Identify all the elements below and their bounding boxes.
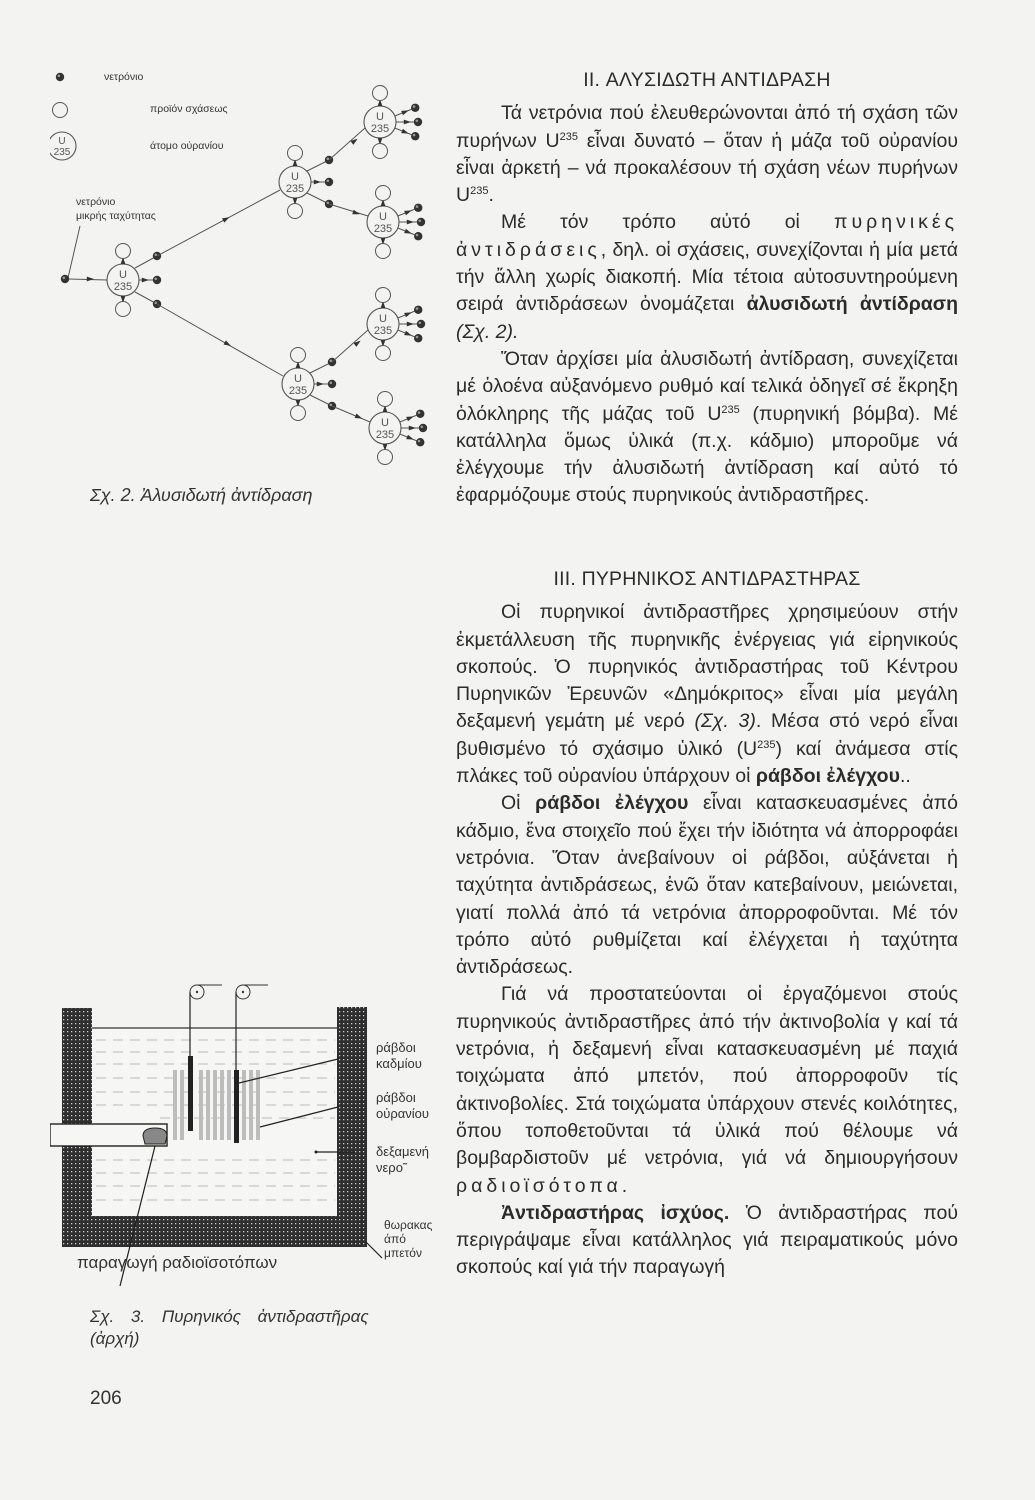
neutron-icon xyxy=(411,132,419,140)
section-3-heading: III. ΠΥΡΗΝΙΚΟΣ ΑΝΤΙΔΡΑΣΤΗΡΑΣ xyxy=(553,568,861,590)
section-nuclear-reactor xyxy=(456,566,958,1282)
section-2-heading: II. ΑΛΥΣΙΔΩΤΗ ΑΝΤΙΔΡΑΣΗ xyxy=(583,69,831,91)
svg-text:235: 235 xyxy=(53,147,71,158)
legend-uranium-atom-label: άτομο ούρανίου xyxy=(150,140,224,152)
arrow-icon xyxy=(404,210,412,215)
page-number: 206 xyxy=(90,1388,122,1409)
atom-label: 235 xyxy=(370,123,390,135)
arrow-icon xyxy=(401,110,409,115)
path-line xyxy=(332,330,368,362)
atom-label: U xyxy=(381,417,389,429)
arrow-icon xyxy=(224,340,231,346)
neutron-icon xyxy=(414,204,422,212)
fission-product-icon xyxy=(376,288,391,303)
fission-product-icon xyxy=(376,186,391,201)
neutron-icon xyxy=(328,380,336,388)
figure-2-reference: (Σχ. 2). xyxy=(456,320,519,343)
chain-reaction-diagram xyxy=(50,60,460,510)
label-uranium-rods: ράβδοι οὐρανίου xyxy=(376,1090,429,1121)
neutron-icon xyxy=(414,232,422,240)
fission-product-icon xyxy=(373,144,388,159)
fission-product-icon xyxy=(378,392,393,407)
atom-label: 235 xyxy=(373,325,393,337)
cadmium-rod-2 xyxy=(234,1070,239,1143)
arrow-icon xyxy=(404,331,412,336)
path-line xyxy=(157,190,280,256)
slow-neutron-label-2: μικρής ταχύτητας xyxy=(76,210,156,222)
arrow-icon xyxy=(406,416,414,421)
neutron-icon xyxy=(419,424,427,432)
neutron-icon xyxy=(416,410,424,418)
atom-label: U xyxy=(379,211,387,223)
neutron-icon xyxy=(416,438,424,446)
fission-product-icon xyxy=(291,348,306,363)
concrete-floor xyxy=(62,1216,367,1247)
term-control-rods-2: ράβδοι ἐλέγχου xyxy=(535,792,689,815)
atom-label: 235 xyxy=(373,223,393,235)
neutron-icon xyxy=(414,334,422,342)
arrow-icon xyxy=(401,129,409,134)
section-2-paragraph-3: Ὅταν ἀρχίσει μία ἀλυσιδωτή ἀντίδραση, συνεχίζεται μέ ὁλοένα αὐξανόμενο ρυθμό καί τελικά ὁδηγεῖ σέ ἔκρηξη ὁλόκληρης τῆς μάζας τοῦ $U^{235}$ (πυρηνική βόμβα). Μέ κατάλληλα ὅμως ὑλικά (π.χ. κάδμιο) μποροῦμε νά ἐλέγχουμε τήν ἀλυσιδωτή ἀντίδραση καί αὐτό τό ἐφαρμόζουμε στούς πυρηνικούς ἀντιδραστῆρες. xyxy=(456,347,958,507)
term-power-reactor: Ἀντιδραστήρας ἰσχύος. xyxy=(501,1201,730,1224)
fission-product-icon xyxy=(376,346,391,361)
neutron-icon xyxy=(56,73,64,81)
fission-product-icon xyxy=(288,146,303,161)
atom-label: U xyxy=(291,171,299,183)
arrow-icon xyxy=(404,229,412,234)
arrow-icon xyxy=(407,220,414,225)
concrete-wall-right xyxy=(337,1007,367,1247)
svg-text:U: U xyxy=(58,136,66,147)
atom-label: 235 xyxy=(285,183,305,195)
neutron-icon xyxy=(414,118,422,126)
fission-product-icon xyxy=(373,86,388,101)
neutron-icon xyxy=(61,275,69,283)
arrow-icon xyxy=(87,277,94,282)
fission-product-icon xyxy=(291,406,306,421)
label-concrete-shield: θωρακας άπό μπετόν xyxy=(384,1218,433,1260)
atom-label: 235 xyxy=(288,385,308,397)
atom-label: U xyxy=(379,313,387,325)
arrow-icon xyxy=(314,180,321,185)
fission-product-icon xyxy=(53,103,68,118)
arrow-icon xyxy=(317,382,324,387)
atom-label: 235 xyxy=(113,281,133,293)
fission-product-icon xyxy=(116,244,131,259)
label-cadmium-rods: ράβδοι καδμίου xyxy=(376,1040,422,1071)
arrow-icon xyxy=(355,414,363,419)
figure-3-caption: Σχ. 3. Πυρηνικός ἀντιδραστῆρας (ἀρχή) xyxy=(90,1307,369,1348)
slow-neutron-label-1: νετρόνιο xyxy=(76,196,116,208)
arrow-icon xyxy=(406,435,414,440)
atom-label: 235 xyxy=(375,429,395,441)
term-control-rods: ράβδοι ἐλέγχου xyxy=(755,765,900,788)
section-3-paragraph-4: Ἀντιδραστήρας ἰσχύος. Ὁ ἀντιδραστήρας πού περιγράψαμε εἶναι κατάλληλος γιά πειραματικούς μόνο σκοπούς καί γιά τήν παραγωγή xyxy=(456,1201,958,1279)
fission-product-icon xyxy=(376,244,391,259)
atom-label: U xyxy=(376,111,384,123)
label-radioisotope-production: παραγωγή ραδιοϊσοτόπων xyxy=(77,1253,278,1272)
path-line xyxy=(157,304,283,376)
arrow-icon xyxy=(404,312,412,317)
concrete-wall-left-upper xyxy=(62,1008,92,1124)
figure-3-reference: (Σχ. 3) xyxy=(694,710,756,733)
path-line xyxy=(68,226,80,278)
fission-product-icon xyxy=(116,302,131,317)
section-2-paragraph-2: Μέ τόν τρόπο αὐτό οἱ πυρηνικές ἀντιδράσεις, δηλ. οἱ σχάσεις, συνεχίζονται ἡ μία μετά τήν ἄλλη χωρίς διακοπή. Μία τέτοια αὐτοσυντηρούμενη σειρά ἀντιδράσεων ὀνομάζεται ἀλυσιδωτή ἀντίδραση (Σχ. 2). xyxy=(456,211,959,343)
atom-label: U xyxy=(294,373,302,385)
neutron-icon xyxy=(417,320,425,328)
arrow-icon xyxy=(222,217,229,223)
legend-neutron-label: νετρόνιο xyxy=(104,71,144,83)
neutron-icon xyxy=(325,178,333,186)
legend-fission-product-label: προϊόν σχάσεως xyxy=(150,103,228,115)
section-3-paragraph-3: Γιά νά προστατεύονται οἱ ἐργαζόμενοι στούς πυρηνικούς ἀντιδραστῆρες ἀπό τήν ἀκτινοβολία γ καί τά νετρόνια, ἡ δεξαμενή εἶναι κατασκευασμένη μέ παχιά τοιχώματα ἀπό μπετόν, πού ἀπορροφοῦν τίς ἀκτινοβολίες. Στά τοιχώματα ὑπάρχουν στενές κοιλότητες, ὅπου τοποθετοῦνται τά ὑλικά πού θέλουμε νά βομβαρδιστοῦν μέ νετρόνια, γιά νά δημιουργήσουν ραδιοϊσότοπα. xyxy=(456,983,958,1197)
sample-container xyxy=(143,1128,167,1144)
atom-label: U xyxy=(119,269,127,281)
section-2-paragraph-1: Τά νετρόνια πού ἐλευθερώνονται ἀπό τή σχάση τῶν πυρήνων $U^{235}$ εἶναι δυνατό – ὅταν ἡ μάζα τοῦ οὐρανίου εἶναι ἀρκετή – νά προκαλέσουν τή σχάση νέων πυρήνων $U^{235}$. xyxy=(456,102,958,207)
term-chain-reaction: ἀλυσιδωτή ἀντίδραση xyxy=(746,293,959,316)
section-3-paragraph-1: Οἱ πυρηνικοί ἀντιδραστῆρες χρησιμεύουν στήν ἐκμετάλλευση τῆς πυρηνικῆς ἐνέργειας γιά εἰρηνικούς σκοπούς. Ὁ πυρηνικός ἀντιδραστήρας τοῦ Κέντρου Πυρηνικῶν Ἐρευνῶν «Δημόκριτος» εἶναι μία μεγάλη δεξαμενή γεμάτη μέ νερό (Σχ. 3). Μέσα στό νερό εἶναι βυθισμένο τό σχάσιμο ὑλικό $(U^{235})$ καί ἀνάμεσα στίς πλάκες τοῦ οὐρανίου ὑπάρχουν οἱ ράβδοι ἐλέγχου.. xyxy=(456,601,959,788)
arrow-icon xyxy=(409,426,416,431)
figure-2 xyxy=(50,60,460,510)
path-line xyxy=(329,204,368,216)
arrow-icon xyxy=(142,278,149,283)
cadmium-rod-1 xyxy=(188,1056,193,1131)
figure-2-caption: Σχ. 2. Ἀλυσιδωτή ἀντίδραση xyxy=(90,485,313,505)
fission-product-icon xyxy=(378,450,393,465)
label-water-tank: δεξαμενή νερο̃ xyxy=(376,1144,430,1175)
section-chain-reaction xyxy=(456,67,958,510)
neutron-icon xyxy=(411,104,419,112)
path-line xyxy=(329,128,365,160)
arrow-icon xyxy=(352,210,360,215)
neutron-icon xyxy=(153,276,161,284)
neutron-icon xyxy=(414,306,422,314)
label-water-tank-2: νερο̃ xyxy=(376,1160,403,1175)
section-3-paragraph-2: Οἱ ράβδοι ἐλέγχου εἶναι κατασκευασμένες ἀπό κάδμιο, ἕνα στοιχεῖο πού ἔχει τήν ἰδιότητα νά ἀπορροφάει νετρόνια. Ὅταν ἀνεβαίνουν οἱ ράβδοι, αὐξάνεται ἡ ταχύτητα ἀντιδράσεως, ἐνῶ ὅταν κατεβαίνουν, μειώνεται, γιατί πολλά ἀπό τά νετρόνια ἀπορροφοῦνται. Μέ τόν τρόπο αὐτό ρυθμίζεται καί ἐλέγχεται ἡ ταχύτητα ἀντιδράσεως. xyxy=(456,792,958,979)
path-line xyxy=(332,406,370,422)
arrow-icon xyxy=(404,120,411,125)
neutron-icon xyxy=(417,218,425,226)
arrow-icon xyxy=(407,322,414,327)
fission-product-icon xyxy=(288,204,303,219)
